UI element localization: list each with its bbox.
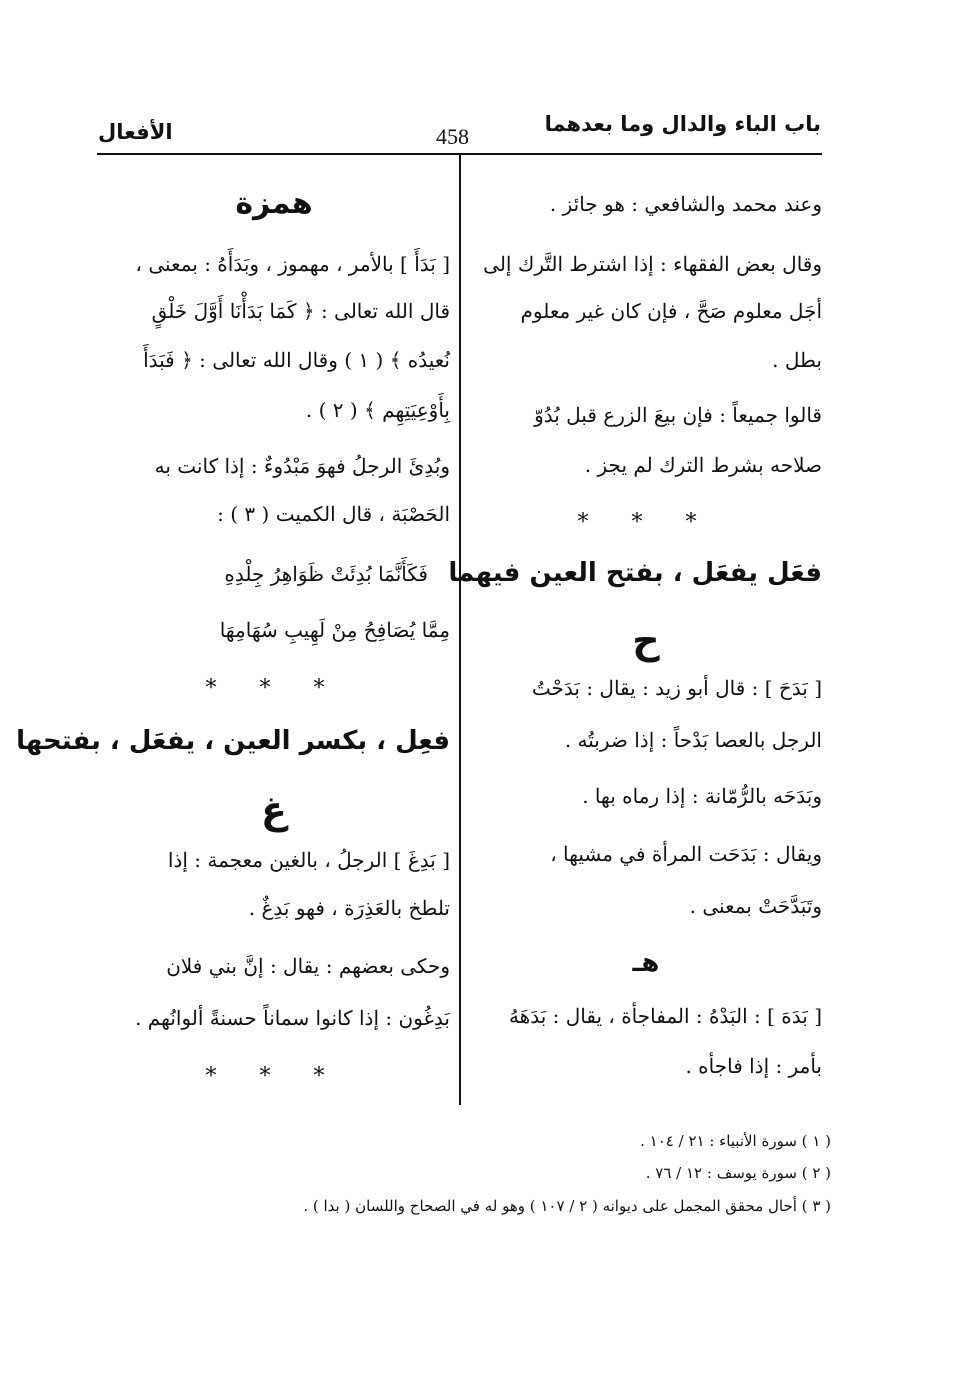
text-line: [ بَدَحَ ] : قال أبو زيد : يقال : بَدَحْتُ — [531, 676, 822, 700]
letter-heading: ح — [632, 618, 660, 662]
column-divider — [459, 155, 461, 1105]
footnote: ( ١ ) سورة الأنبياء : ٢١ / ١٠٤ . — [640, 1132, 831, 1150]
text-line: وتَبَدَّحَتْ بمعنى . — [689, 894, 822, 918]
chapter-title: باب الباء والدال وما بعدهما — [544, 112, 821, 136]
section-separator: * * * — [205, 1064, 343, 1089]
text-line: صلاحه بشرط الترك لم يجز . — [584, 453, 822, 477]
text-line: [ بَدَأَ ] بالأمر ، مهموز ، وبَدَأَهُ : بمعنى ، — [135, 252, 450, 276]
text-line: بطل . — [772, 348, 822, 372]
poem-verse: فَكَأَنَّمَا بُدِئَتْ ظَوَاهِرُ جِلْدِهِ — [224, 562, 428, 586]
section-heading: فعِل ، بكسر العين ، يفعَل ، بفتحها — [16, 726, 450, 756]
text-line: وحكى بعضهم : يقال : إنَّ بني فلان — [166, 954, 450, 978]
text-line: [ بَدَهَ ] : البَدْهُ : المفاجأة ، يقال : بَدَهَهُ — [508, 1004, 822, 1028]
text-line: بِأَوْعِيَتِهِم ﴾ ( ٢ ) . — [305, 398, 450, 422]
poem-verse: مِمَّا يُصَافِحُ مِنْ لَهِيبِ سُهَامِهَا — [219, 618, 450, 642]
section-separator: * * * — [577, 510, 715, 535]
section-separator: * * * — [205, 676, 343, 701]
page-number: 458 — [436, 124, 469, 149]
text-line: وقال بعض الفقهاء : إذا اشترط التَّرك إلى — [483, 252, 822, 276]
text-line: قال الله تعالى : ﴿ كَمَا بَدَأْنَا أَوَّلَ خَلْقٍ — [151, 299, 450, 323]
text-line: الحَصْبَة ، قال الكميت ( ٣ ) : — [217, 502, 450, 526]
text-line: وبَدَحَه بالرُّمّانة : إذا رماه بها . — [582, 784, 822, 808]
text-line: وعند محمد والشافعي : هو جائز . — [549, 192, 822, 216]
footnote: ( ٣ ) أحال محقق المجمل على ديوانه ( ٢ / ١٠٧ ) وهو له في الصحاح واللسان ( بدا ) . — [303, 1197, 831, 1215]
text-line: تلطخ بالعَذِرَة ، فهو بَدِغٌ . — [248, 896, 450, 920]
footnote: ( ٢ ) سورة يوسف : ١٢ / ٧٦ . — [645, 1164, 831, 1182]
text-line: وبُدِئَ الرجلُ فهوَ مَبْدُوءٌ : إذا كانت به — [154, 454, 450, 478]
text-line: نُعيدُه ﴾ ( ١ ) وقال الله تعالى : ﴿ فَبَدَأَ — [143, 348, 450, 372]
section-title: الأفعال — [98, 120, 173, 144]
text-line: بأمر : إذا فاجأه . — [685, 1054, 822, 1078]
text-line: بَدِغُون : إذا كانوا سماناً حسنةً ألوانُهم . — [135, 1006, 450, 1030]
text-line: الرجل بالعصا بَدْحاً : إذا ضربتُه . — [564, 728, 822, 752]
text-line: قالوا جميعاً : فإن بيعَ الزرع قبل بُدُوّ — [534, 403, 822, 427]
letter-heading: غ — [261, 788, 287, 832]
text-line: أجَل معلوم صَحَّ ، فإن كان غير معلوم — [520, 299, 822, 323]
text-line: ويقال : بَدَحَت المرأة في مشيها ، — [550, 842, 822, 866]
section-heading: فعَل يفعَل ، بفتح العين فيهما — [448, 558, 822, 588]
section-heading: همزة — [235, 186, 313, 221]
letter-heading: هـ — [632, 948, 660, 978]
text-line: [ بَدِغَ ] الرجلُ ، بالغين معجمة : إذا — [167, 848, 450, 872]
